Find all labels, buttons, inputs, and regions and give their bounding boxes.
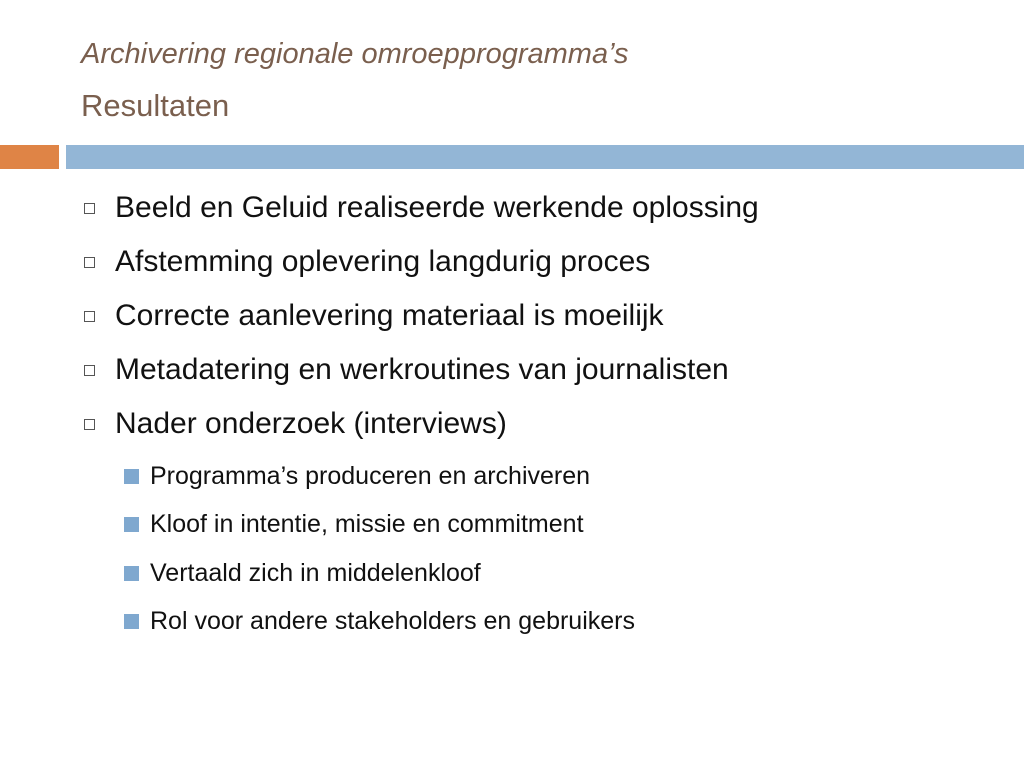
square-bullet-icon: [84, 311, 95, 322]
sub-bullet-text: Rol voor andere stakeholders en gebruikers: [150, 606, 635, 635]
sub-bullet-text: Kloof in intentie, missie en commitment: [150, 509, 584, 538]
sub-bullet-text: Vertaald zich in middelenkloof: [150, 558, 481, 587]
square-sub-bullet-icon: [124, 614, 139, 629]
square-sub-bullet-icon: [124, 566, 139, 581]
slide-subtitle: Resultaten: [81, 88, 230, 123]
bullet-item: [84, 350, 729, 390]
square-bullet-icon: [84, 365, 95, 376]
bullet-text: Beeld en Geluid realiseerde werkende oplossing: [115, 191, 759, 224]
sub-bullet-item: [124, 557, 481, 589]
bullet-item: [84, 404, 507, 444]
bullet-item: [84, 188, 759, 228]
square-sub-bullet-icon: [124, 517, 139, 532]
sub-bullet-item: [124, 508, 584, 540]
bullet-item: [84, 242, 650, 282]
bullet-text: Metadatering en werkroutines van journalisten: [115, 353, 729, 386]
slide-title: Archivering regionale omroepprogramma’s: [81, 38, 629, 70]
square-bullet-icon: [84, 203, 95, 214]
bullet-item: [84, 296, 664, 336]
sub-bullet-item: [124, 605, 635, 637]
square-bullet-icon: [84, 257, 95, 268]
sub-bullet-item: [124, 460, 590, 492]
square-bullet-icon: [84, 419, 95, 430]
bullet-text: Afstemming oplevering langdurig proces: [115, 245, 651, 278]
square-sub-bullet-icon: [124, 469, 139, 484]
bullet-text: Correcte aanlevering materiaal is moeilijk: [115, 299, 664, 332]
bullet-text: Nader onderzoek (interviews): [115, 407, 507, 440]
sub-bullet-text: Programma’s produceren en archiveren: [150, 461, 591, 490]
